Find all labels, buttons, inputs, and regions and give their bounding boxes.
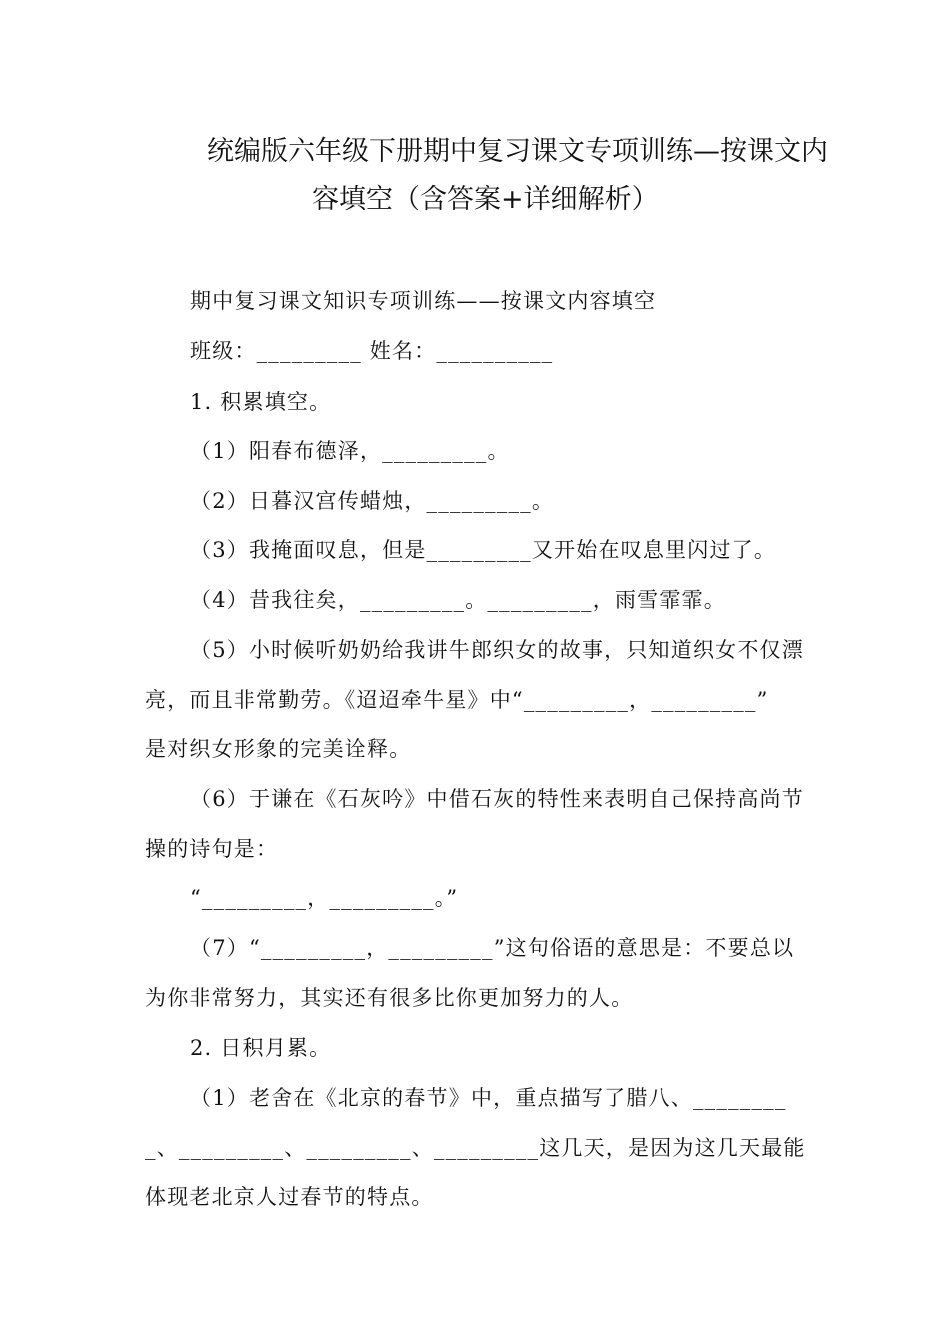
- question-1-6-line-3: “_________，_________。”: [190, 886, 459, 910]
- question-1-1: （1）阳春布德泽，_________。: [190, 439, 510, 463]
- question-1-2: （2）日暮汉宫传蜡烛，_________。: [190, 489, 555, 513]
- class-name-fields: 班级：_________ 姓名：__________: [190, 339, 554, 363]
- question-2-1-line-1: （1）老舍在《北京的春节》中，重点描写了腊八、________: [190, 1086, 787, 1110]
- question-1-5-line-1: （5）小时候听奶奶给我讲牛郎织女的故事，只知道织女不仅漂: [190, 638, 804, 662]
- question-1-4: （4）昔我往矣，_________。_________，雨雪霏霏。: [190, 588, 726, 612]
- question-1-6-line-1: （6）于谦在《石灰吟》中借石灰的特性来表明自己保持高尚节: [190, 787, 804, 811]
- question-1-5-line-2: 亮，而且非常勤劳。《迢迢牵牛星》中“_________，_________”: [145, 688, 769, 712]
- section-1-heading: 1. 积累填空。: [190, 390, 332, 414]
- question-2-1-line-2: _、_________、_________、_________这几天，是因为这几天最能: [145, 1136, 806, 1160]
- document-title-line-2: 容填空（含答案+详细解析）: [312, 184, 659, 215]
- question-1-6-line-2: 操的诗句是：: [145, 837, 279, 861]
- question-1-5-line-3: 是对织女形象的完美诠释。: [145, 737, 412, 761]
- section-2-heading: 2. 日积月累。: [190, 1036, 332, 1060]
- document-title-line-1: 统编版六年级下册期中复习课文专项训练—按课文内: [207, 136, 828, 167]
- question-1-3: （3）我掩面叹息，但是_________又开始在叹息里闪过了。: [190, 538, 777, 562]
- question-1-7-line-1: （7）“_________，_________”这句俗语的意思是：不要总以: [190, 936, 795, 960]
- question-1-7-line-2: 为你非常努力，其实还有很多比你更加努力的人。: [145, 986, 634, 1010]
- question-2-1-line-3: 体现老北京人过春节的特点。: [145, 1185, 434, 1209]
- worksheet-subtitle: 期中复习课文知识专项训练——按课文内容填空: [190, 289, 657, 313]
